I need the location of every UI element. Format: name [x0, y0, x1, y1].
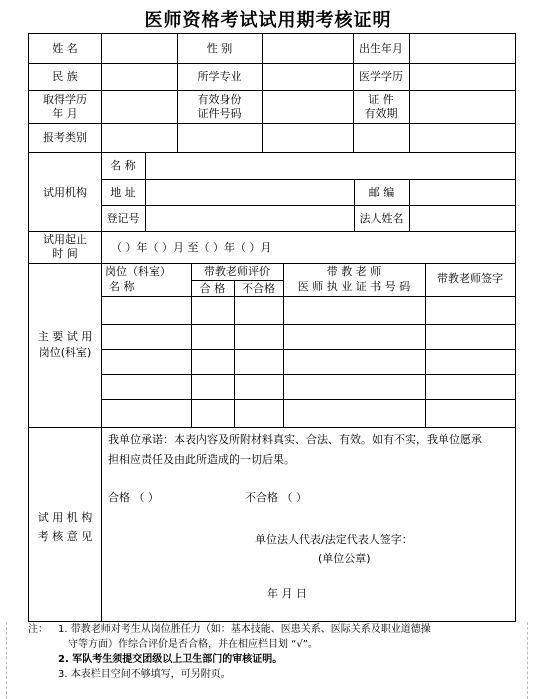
- label-major: 所学专业: [197, 70, 242, 83]
- col-fail: 不合格: [242, 282, 275, 295]
- trial-period-dates[interactable]: （ ）年（ ）月 至（ ）年（ ）月: [111, 241, 272, 254]
- form-title: 医师资格考试试用期考核证明: [144, 10, 392, 31]
- signer-label: 单位法人代表/法定代表人签字：: [255, 533, 413, 546]
- label-org-address: 地 址: [110, 186, 136, 199]
- label-id-line2: 证件号码: [197, 107, 242, 120]
- label-period-line1: 试用起止: [43, 233, 87, 246]
- id-number-field[interactable]: [263, 91, 353, 123]
- note-3: 3. 本表栏目空间不够填写，可另附页。: [58, 669, 231, 680]
- zip-field[interactable]: [410, 180, 515, 205]
- col-pass: 合 格: [199, 282, 226, 295]
- label-degree-date-line2: 年 月: [52, 107, 78, 120]
- name-field[interactable]: [102, 34, 177, 63]
- col-teacher-cert-line1: 带 教 老 师: [326, 265, 382, 278]
- label-positions-line1: 主 要 试 用: [37, 330, 93, 343]
- promise-line2: 担相应责任及由此所造成的一切后果。: [108, 453, 295, 466]
- label-cert-line2: 有效期: [364, 107, 398, 120]
- trial-period-form: [28, 33, 516, 622]
- notes-prefix: 注：: [28, 624, 48, 635]
- major-field[interactable]: [263, 64, 353, 90]
- birth-field[interactable]: [410, 34, 515, 63]
- label-positions-line2: 岗位(科室): [38, 346, 92, 359]
- page-margin-right: [527, 622, 528, 699]
- label-reg-no: 登记号: [106, 212, 140, 225]
- col-position-line2: 名 称: [109, 280, 135, 293]
- label-exam-type: 报考类别: [43, 131, 87, 144]
- label-legal-person: 法人姓名: [359, 212, 404, 225]
- label-assess-line2: 考 核 意 见: [37, 530, 93, 543]
- sign-date[interactable]: 年 月 日: [267, 587, 307, 600]
- col-teacher-signature: 带教老师签字: [437, 272, 503, 285]
- fail-option[interactable]: 不合格 （ ）: [245, 491, 307, 504]
- reg-no-field[interactable]: [146, 206, 354, 231]
- label-education: 医学学历: [359, 70, 403, 83]
- notes: [28, 622, 516, 682]
- label-assess-line1: 试 用 机 构: [37, 511, 93, 524]
- legal-person-field[interactable]: [410, 206, 515, 231]
- gender-field[interactable]: [263, 34, 353, 63]
- note-1-line2: 守等方面）作综合评价是否合格，并在相应栏目划 “√”。: [68, 639, 318, 650]
- col-evaluation: 带教老师评价: [204, 265, 270, 278]
- label-name: 姓 名: [52, 42, 78, 55]
- org-name-field[interactable]: [146, 153, 515, 179]
- label-ethnicity: 民 族: [52, 70, 78, 83]
- col-position-line1: 岗位（科室）: [105, 265, 171, 278]
- exam-type-field[interactable]: [102, 124, 515, 152]
- label-birth: 出生年月: [359, 42, 403, 55]
- label-cert-line1: 证 件: [368, 93, 394, 106]
- cert-validity-field[interactable]: [410, 91, 515, 123]
- degree-date-field[interactable]: [102, 91, 177, 123]
- label-trial-org: 试用机构: [43, 186, 87, 199]
- note-2: 2. 军队考生须提交团级以上卫生部门的审核证明。: [58, 654, 283, 665]
- page-margin-left: [6, 622, 7, 699]
- org-address-field[interactable]: [146, 180, 354, 205]
- label-gender: 性 别: [206, 42, 233, 55]
- label-degree-date-line1: 取得学历: [43, 93, 87, 106]
- label-id-line1: 有效身份: [197, 93, 242, 106]
- note-1-line1: 1. 带教老师对考生从岗位胜任力（如：基本技能、医患关系、医际关系及职业道德操: [58, 624, 431, 635]
- label-org-name: 名 称: [110, 159, 136, 172]
- seal-label: (单位公章): [318, 552, 371, 565]
- education-field[interactable]: [410, 64, 515, 90]
- promise-line1: 我单位承诺：本表内容及所附材料真实、合法、有效。如有不实，我单位愿承: [108, 433, 482, 446]
- pass-option[interactable]: 合格 （ ）: [108, 491, 159, 504]
- label-period-line2: 时 间: [52, 247, 78, 260]
- ethnicity-field[interactable]: [102, 64, 177, 90]
- col-teacher-cert-line2: 医 师 执 业 证 书 号 码: [297, 280, 411, 293]
- label-zip: 邮 编: [368, 186, 395, 199]
